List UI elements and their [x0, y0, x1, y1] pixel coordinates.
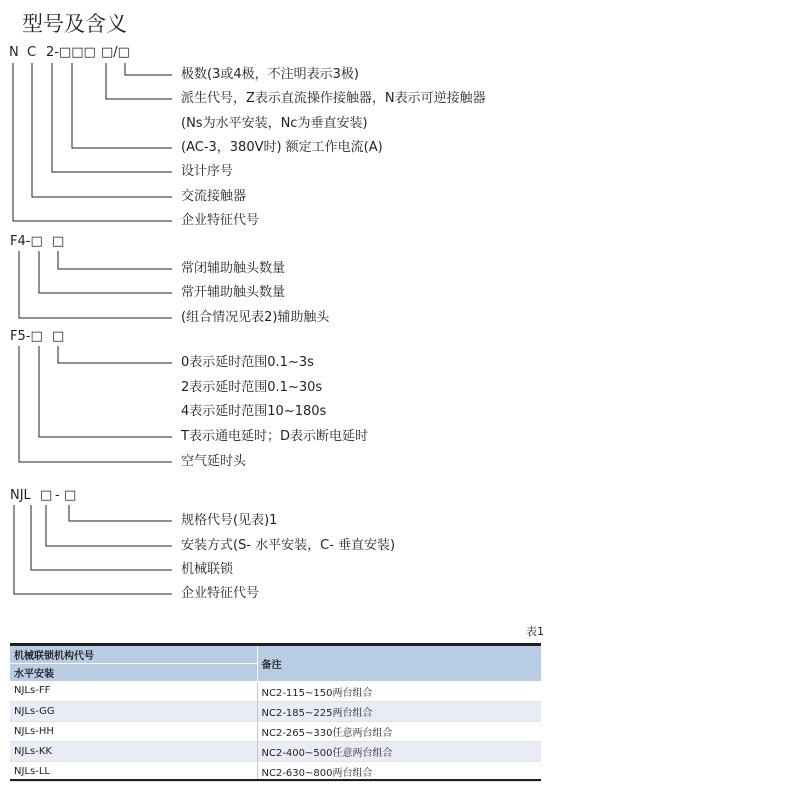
code-njl: NJL	[10, 488, 31, 503]
table-cell-remark: NC2-185~225两台组合	[257, 701, 541, 721]
desc-delay-0: 0表示延时范围0.1~3s	[181, 355, 314, 370]
desc-mech-interlock: 机械联锁	[181, 562, 234, 577]
code-letter-c: C	[27, 45, 37, 60]
code-f5: F5-□	[10, 329, 43, 344]
desc-design-no: 设计序号	[181, 164, 234, 179]
table-cell-remark: NC2-630~800两台组合	[257, 761, 541, 781]
table-cell-remark: NC2-400~500任意两台组合	[257, 741, 541, 761]
leader-line	[39, 251, 172, 293]
desc-ac-contactor: 交流接触器	[181, 189, 247, 204]
table-row	[10, 761, 541, 781]
desc-aux-contacts: (组合情况见表2)辅助触头	[181, 310, 330, 325]
table-row	[10, 701, 541, 721]
desc-company-code-2: 企业特征代号	[181, 586, 260, 601]
desc-delay-4: 4表示延时范围10~180s	[181, 404, 327, 419]
leader-line	[106, 63, 172, 99]
desc-air-delay-head: 空气延时头	[181, 454, 247, 469]
leader-line	[46, 505, 172, 546]
desc-current: (AC-3，380V时) 额定工作电流(A)	[181, 140, 383, 155]
leader-line	[39, 346, 172, 437]
leader-line	[32, 63, 172, 197]
leader-line	[19, 251, 172, 318]
leader-line	[69, 505, 172, 521]
table-row	[10, 741, 541, 761]
interlock-table	[10, 646, 541, 782]
table-bottom-rule	[10, 779, 541, 781]
leader-line	[72, 63, 172, 148]
table-row	[10, 721, 541, 741]
desc-nc-contacts: 常闭辅助触头数量	[181, 261, 286, 276]
code-series-boxes: 2-□□□	[46, 45, 96, 60]
desc-derivative: 派生代号，Z表示直流操作接触器，N表示可逆接触器	[181, 91, 486, 106]
leader-line	[125, 63, 172, 75]
desc-company-code: 企业特征代号	[181, 213, 260, 228]
code-njl-dash: -	[55, 488, 60, 503]
leader-line	[31, 505, 172, 570]
table-cell-remark: NC2-115~150两台组合	[257, 681, 541, 701]
code-f4: F4-□	[10, 234, 43, 249]
table-header-remark: 备注	[257, 646, 541, 681]
desc-poles: 极数(3或4极，不注明表示3极)	[181, 67, 359, 82]
desc-mounting: (Ns为水平安装，Nc为垂直安装)	[181, 116, 368, 131]
table-cell-code: NJLs-KK	[10, 741, 257, 761]
table-cell-code: NJLs-GG	[10, 701, 257, 721]
code-f4-box: □	[52, 234, 65, 249]
code-letter-n: N	[9, 45, 19, 60]
table-cell-code: NJLs-LL	[10, 761, 257, 781]
leader-line	[58, 346, 172, 363]
code-derivative-poles: □/□	[101, 45, 130, 60]
desc-spec-code: 规格代号(见表)1	[181, 513, 278, 528]
table-header-code: 机械联锁机构代号	[10, 646, 257, 664]
page-title: 型号及含义	[22, 12, 127, 36]
leader-line	[14, 505, 172, 594]
code-f5-box: □	[52, 329, 65, 344]
desc-no-contacts: 常开辅助触头数量	[181, 285, 286, 300]
desc-install-mode: 安装方式(S- 水平安装，C- 垂直安装)	[181, 538, 396, 553]
table-header-horizontal: 水平安装	[10, 664, 257, 682]
table-cell-remark: NC2-265~330任意两台组合	[257, 721, 541, 741]
desc-delay-type: T表示通电延时；D表示断电延时	[181, 429, 368, 444]
table-row	[10, 681, 541, 701]
table-caption: 表1	[526, 625, 544, 638]
code-njl-box-2: □	[64, 488, 77, 503]
leader-line	[58, 251, 172, 269]
code-njl-box-1: □	[40, 488, 53, 503]
table-cell-code: NJLs-HH	[10, 721, 257, 741]
table-cell-code: NJLs-FF	[10, 681, 257, 701]
desc-delay-2: 2表示延时范围0.1~30s	[181, 380, 323, 395]
leader-line	[52, 63, 172, 172]
